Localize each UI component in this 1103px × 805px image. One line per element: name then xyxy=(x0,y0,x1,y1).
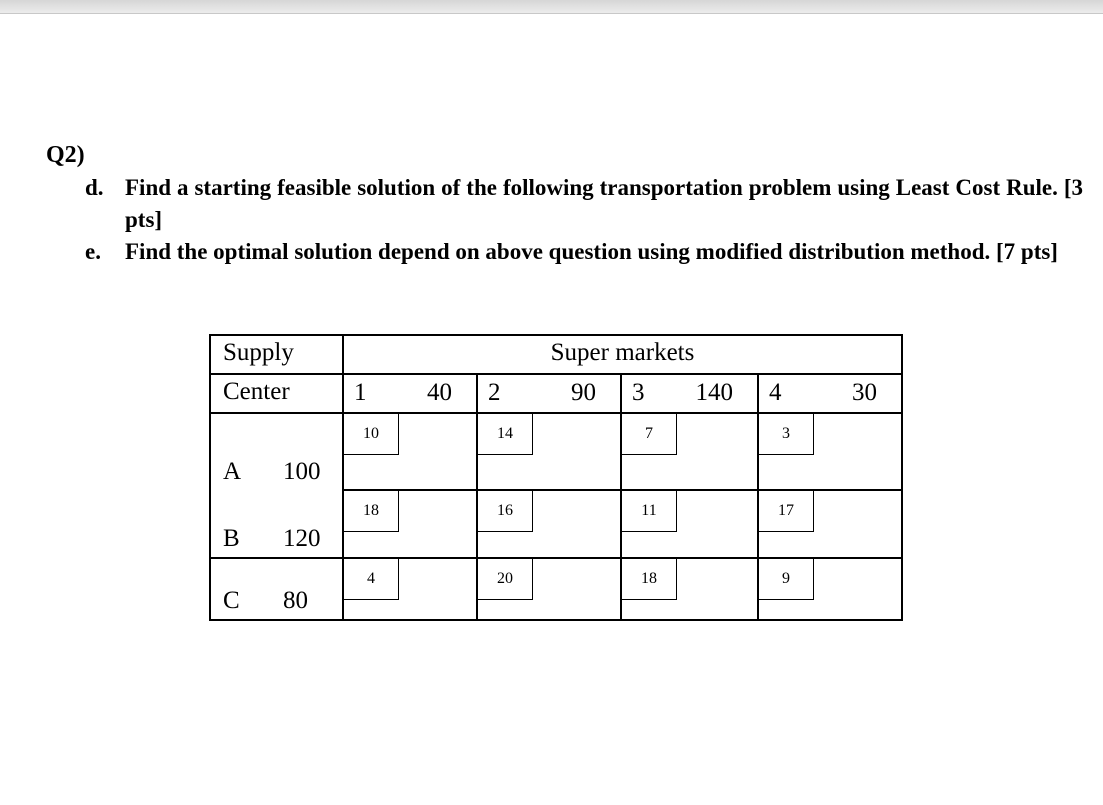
row-supply: 80 xyxy=(283,587,308,614)
question-e xyxy=(85,236,1083,268)
cost-box: 18 xyxy=(622,559,677,600)
cost-cell xyxy=(621,413,758,489)
demand-value: 90 xyxy=(571,379,596,407)
center-header: Center xyxy=(223,378,290,406)
cost-cell xyxy=(758,490,902,558)
row-label-cell xyxy=(210,558,343,620)
demand-value: 140 xyxy=(695,379,733,407)
cost-box: 7 xyxy=(622,414,677,455)
demand-value: 40 xyxy=(427,379,452,407)
question-d-text: Find a starting feasible solution of the following transportation problem using Least Cost Rule. [3 pts] xyxy=(125,175,1083,232)
super-markets-header-cell xyxy=(343,335,902,374)
row-label-cell xyxy=(210,413,343,489)
question-label: Q2) xyxy=(46,142,85,168)
cost-cell xyxy=(477,413,621,489)
window-top-bar xyxy=(0,0,1103,14)
demand-number: 1 xyxy=(354,379,367,407)
cost-box: 4 xyxy=(344,559,399,600)
supply-header: Supply xyxy=(223,339,294,366)
cost-cell xyxy=(343,413,477,489)
cost-cell xyxy=(343,558,477,620)
row-label: B xyxy=(223,524,240,552)
demand-number: 3 xyxy=(632,379,645,407)
cost-cell xyxy=(343,490,477,558)
cost-box: 14 xyxy=(478,414,533,455)
cost-cell xyxy=(621,558,758,620)
row-supply: 100 xyxy=(283,457,321,485)
cost-box: 16 xyxy=(478,491,533,532)
demand-value: 30 xyxy=(852,379,877,407)
cost-box: 20 xyxy=(478,559,533,600)
row-supply: 120 xyxy=(283,524,321,552)
cost-cell xyxy=(758,558,902,620)
question-e-letter: e. xyxy=(85,239,101,264)
demand-cell xyxy=(621,374,758,413)
cost-box: 18 xyxy=(344,491,399,532)
cost-cell xyxy=(758,413,902,489)
question-d-letter: d. xyxy=(85,175,104,200)
row-label: C xyxy=(223,587,240,614)
cost-cell xyxy=(621,490,758,558)
cost-box: 10 xyxy=(344,414,399,455)
demand-number: 2 xyxy=(488,379,501,407)
cost-box: 9 xyxy=(759,559,814,600)
demand-cell xyxy=(343,374,477,413)
demand-number: 4 xyxy=(769,379,782,407)
cost-cell xyxy=(477,490,621,558)
row-label-cell xyxy=(210,490,343,558)
cost-box: 3 xyxy=(759,414,814,455)
demand-cell xyxy=(477,374,621,413)
super-markets-header: Super markets xyxy=(550,339,695,366)
cost-box: 11 xyxy=(622,491,677,532)
row-label: A xyxy=(223,457,242,485)
cost-box: 17 xyxy=(759,491,814,532)
demand-cell xyxy=(758,374,902,413)
supply-header-cell xyxy=(210,335,343,374)
transportation-table xyxy=(209,334,903,621)
center-header-cell xyxy=(210,374,343,413)
question-e-text: Find the optimal solution depend on above question using modified distribution method. [7 pts] xyxy=(125,239,1058,264)
cost-cell xyxy=(477,558,621,620)
question-d xyxy=(85,172,1083,236)
